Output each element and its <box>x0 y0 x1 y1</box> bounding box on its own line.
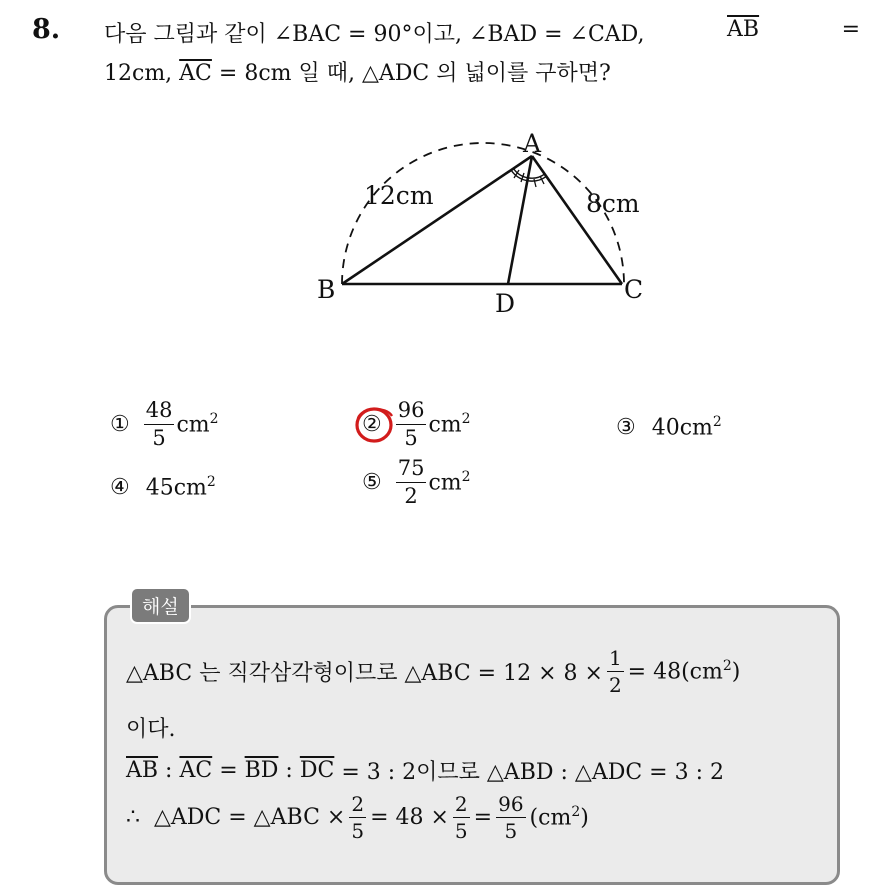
fraction-result <box>496 794 525 841</box>
solution-line-1 <box>126 648 740 695</box>
choice-4[interactable] <box>110 474 216 500</box>
fraction-two-fifths-2 <box>453 794 470 841</box>
solution-box <box>104 605 840 885</box>
choice-1-number: ① <box>110 412 130 437</box>
choice-1-numerator: 48 <box>144 400 175 425</box>
label-ab-length: 12cm <box>364 181 434 210</box>
choice-3-number: ③ <box>616 414 636 440</box>
choice-5-fraction <box>396 458 427 507</box>
f3-denominator: 5 <box>504 819 518 843</box>
solution-l1-result: = $48(cm^2)$ <box>627 658 741 685</box>
segment-ab-sol: $\overline{AB}$ <box>126 758 159 783</box>
choice-5[interactable] <box>362 458 471 507</box>
label-b: B <box>317 275 336 304</box>
choice-2-number: ② <box>362 412 382 437</box>
choice-1-unit: $cm^2$ <box>176 411 219 438</box>
ratio-text: = 3 : 2이므로 △ABD : △ADC = 3 : 2 <box>334 760 724 785</box>
question-line-1 <box>104 17 860 48</box>
triangle-figure <box>300 118 660 328</box>
choice-3[interactable] <box>616 414 722 440</box>
segment-bd: $\overline{BD}$ <box>244 758 279 783</box>
choice-1-fraction <box>144 400 175 449</box>
colon: : <box>158 758 180 783</box>
angle-mark-2 <box>521 173 524 182</box>
equals-sign: = <box>841 17 860 42</box>
f2-numerator: 2 <box>454 792 468 816</box>
choice-5-number: ⑤ <box>362 470 382 495</box>
choice-5-numerator: 75 <box>396 458 427 483</box>
side-ab <box>342 156 532 284</box>
choice-4-value: $45cm^2$ <box>145 474 216 501</box>
times-48: = 48 × <box>370 805 449 830</box>
segment-dc: $\overline{DC}$ <box>299 758 335 783</box>
segment-ac: $\overline{AC}$ <box>179 61 212 86</box>
question-line-2 <box>104 56 611 87</box>
colon-2: : <box>278 758 300 783</box>
f1-denominator: 5 <box>351 819 365 843</box>
choice-2-numerator: 96 <box>396 400 427 425</box>
question-number: 8. <box>32 14 61 45</box>
choice-1-denominator: 5 <box>152 426 166 450</box>
fraction-two-fifths-1 <box>349 794 366 841</box>
choice-2-fraction <box>396 400 427 449</box>
solution-l1-text: △ABC 는 직각삼각형이므로 △ABC = 12 × 8 × <box>126 661 603 686</box>
conclusion-text: ∴ △ADC = △ABC × <box>126 805 346 830</box>
choice-5-denominator: 2 <box>404 484 418 508</box>
segment-ac-sol: $\overline{AC}$ <box>179 758 213 783</box>
solution-line-2: 이다. <box>126 717 176 742</box>
result-unit: $(cm^2)$ <box>529 804 589 831</box>
f2-denominator: 5 <box>454 819 468 843</box>
label-c: C <box>624 275 644 304</box>
choice-4-number: ④ <box>110 474 130 500</box>
label-d: D <box>495 289 516 318</box>
solution-l1-fraction <box>607 648 624 695</box>
solution-tag: 해설 <box>130 587 191 624</box>
choice-2-unit: $cm^2$ <box>428 411 471 438</box>
label-a: A <box>523 129 542 158</box>
choice-2-denominator: 5 <box>404 426 418 450</box>
solution-line-4 <box>126 794 589 841</box>
choice-5-unit: $cm^2$ <box>428 469 471 496</box>
choice-1[interactable] <box>110 400 219 449</box>
f1-numerator: 2 <box>351 792 365 816</box>
solution-l1-numerator: 1 <box>608 646 622 670</box>
equals-final: = <box>473 805 493 830</box>
question-text-c: = 8cm 일 때, △ADC 의 넓이를 구하면? <box>218 61 611 86</box>
choice-3-value: $40cm^2$ <box>651 414 722 441</box>
equals: = <box>212 758 245 783</box>
f3-numerator: 96 <box>498 792 524 816</box>
segment-ab: $\overline{AB}$ <box>727 17 760 42</box>
solution-l1-denominator: 2 <box>608 673 622 697</box>
answer-mark-circle <box>352 404 400 446</box>
question-text-b: 12cm, <box>104 61 173 86</box>
solution-line-3 <box>126 755 724 786</box>
label-ac-length: 8cm <box>586 189 640 218</box>
question-text-a: 다음 그림과 같이 ∠BAC = 90°이고, ∠BAD = ∠CAD, <box>104 22 645 47</box>
semicircle-arc <box>342 143 624 284</box>
